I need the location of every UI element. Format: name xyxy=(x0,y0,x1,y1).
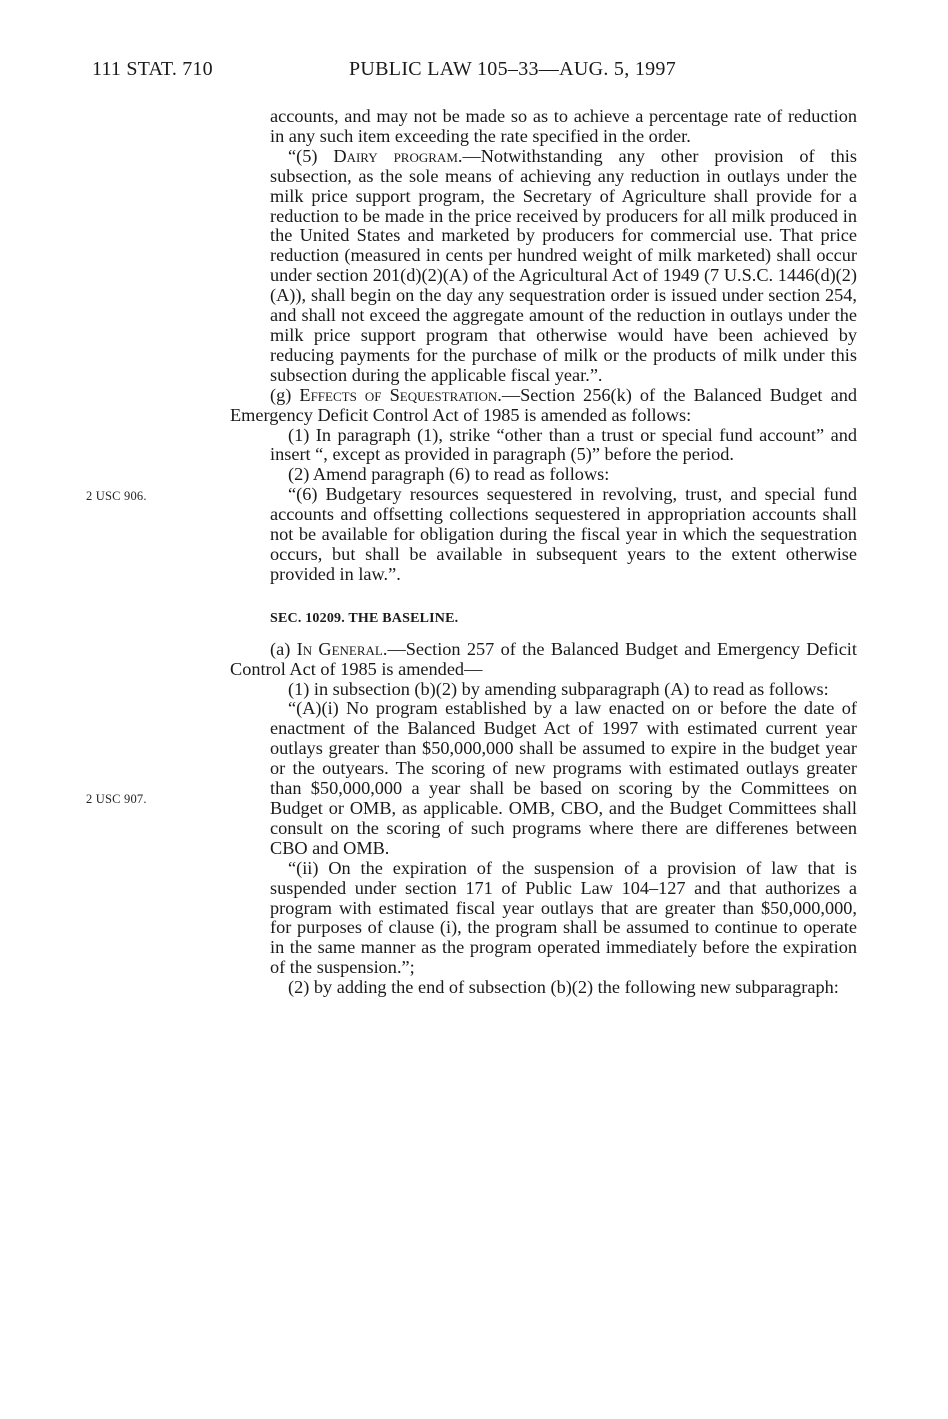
paragraph-a-i: “(A)(i) No program established by a law enacted on or before the date of enactment of the Balanced Budget Act of 1997 with estimated current year outlays greater than $50,000,000 shall be assumed to expire in the budget year or the outyears. The scoring of new programs with estimated outlays greater than $50,000,000 a year shall be based on scoring by the Committees on Budget or OMB, as applicable. OMB, CBO, and the Budget Committees shall consult on the scoring of such programs where there are differenes between CBO and OMB. xyxy=(270,698,857,858)
in-general-heading: In General xyxy=(296,638,383,659)
effects-heading: Effects of Sequestration xyxy=(299,384,498,405)
paragraph-a-2: (2) by adding the end of subsection (b)(2) the following new subparagraph: xyxy=(288,977,839,998)
statute-page-number: 111 STAT. 710 xyxy=(92,58,213,80)
effects-prefix: (g) xyxy=(270,384,300,405)
dairy-body: .—Notwithstanding any other provision of this subsection, as the sole means of achieving any reduction in outlays under the milk price support program, the Secretary of Agriculture shall provide for a reduction to be made in the price received by producers for all milk produced in the United States and marketed by producers for commercial use. That price reduction (measured in cents per hundred weight of milk marketed) shall occur under section 201(d)(2)(A) of the Agricultural Act of 1949 (7 U.S.C. 1446(d)(2)(A)), shall begin on the day any sequestration order is issued under section 254, and shall not exceed the aggregate amount of the reduction in outlays under the milk price support program that otherwise would have been achieved by reducing payments for the purchase of milk or the products of milk under this subsection during the applicable fiscal year.”. xyxy=(270,145,857,385)
dairy-heading: Dairy program xyxy=(333,145,458,166)
margin-note-usc-906: 2 USC 906. xyxy=(86,489,147,503)
paragraph-dairy-program xyxy=(230,147,857,386)
effects-body: .—Section 256(k) of the Balanced Budget and Emergency Deficit Control Act of 1985 is amended as follows: xyxy=(230,384,857,425)
paragraph-in-general xyxy=(230,640,857,680)
page-header xyxy=(92,58,872,88)
paragraph-accounts: accounts, and may not be made so as to achieve a percentage rate of reduction in any such item exceeding the rate specified in the order. xyxy=(270,106,857,146)
section-heading: SEC. 10209. THE BASELINE. xyxy=(270,610,459,626)
paragraph-effects-of-sequestration xyxy=(230,386,857,426)
in-general-body: .—Section 257 of the Balanced Budget and Emergency Deficit Control Act of 1985 is amended— xyxy=(230,638,857,679)
public-law-citation: PUBLIC LAW 105–33—AUG. 5, 1997 xyxy=(349,58,677,80)
margin-note-usc-907: 2 USC 907. xyxy=(86,792,147,806)
paragraph-a-1: (1) in subsection (b)(2) by amending subparagraph (A) to read as follows: xyxy=(288,678,829,699)
paragraph-g-6: “(6) Budgetary resources sequestered in revolving, trust, and special fund accounts and offsetting collections sequestered in appropriation accounts shall not be available for obligation during the fiscal year in which the sequestration occurs, but shall be available in subsequent years to the extent otherwise provided in law.”. xyxy=(270,484,857,584)
paragraph-g-1: (1) In paragraph (1), strike “other than a trust or special fund account” and insert “, except as provided in paragraph (5)” before the period. xyxy=(270,424,857,465)
paragraph-a-ii: “(ii) On the expiration of the suspension of a provision of law that is suspended under section 171 of Public Law 104–127 and that authorizes a program with estimated fiscal year outlays that are greater than $50,000,000, for purposes of clause (i), the program shall be assumed to continue to operate in the same manner as the program operated immediately before the expiration of the suspension.”; xyxy=(270,857,857,978)
in-general-prefix: (a) xyxy=(270,638,297,659)
dairy-prefix: “(5) xyxy=(288,145,334,166)
paragraph-g-2: (2) Amend paragraph (6) to read as follows: xyxy=(288,464,610,485)
document-body xyxy=(230,107,857,998)
